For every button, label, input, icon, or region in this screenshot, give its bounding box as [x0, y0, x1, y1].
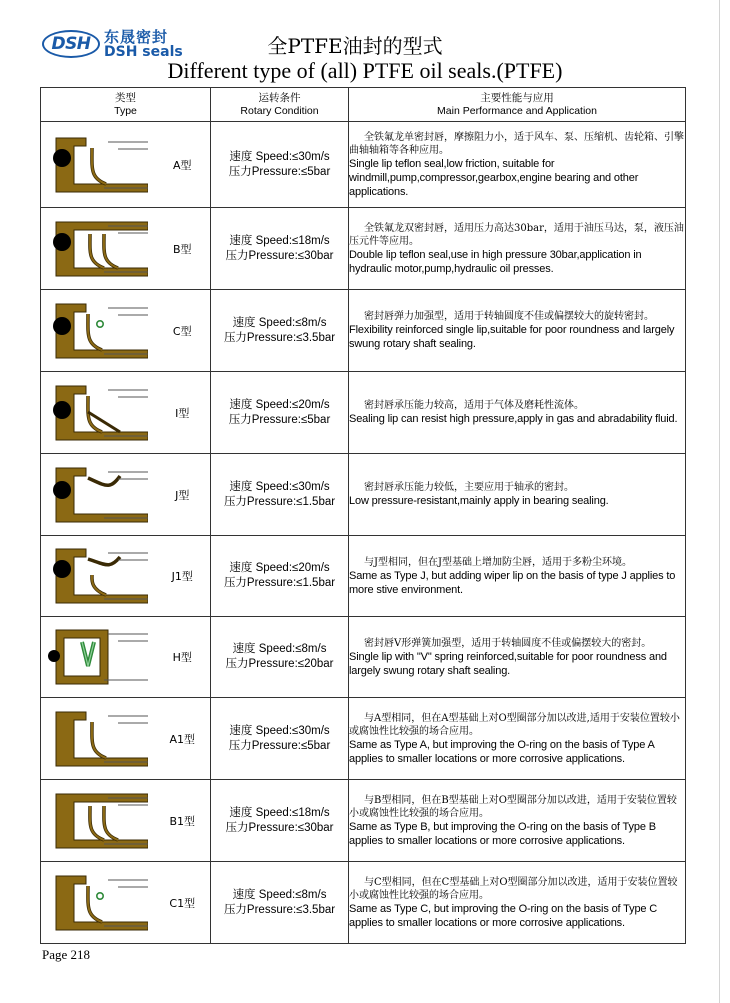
seal-type: B1型	[155, 780, 211, 862]
speed-limit: 速度 Speed:≤18m/s	[229, 806, 330, 819]
pressure-limit: 压力Pressure:≤5bar	[228, 165, 331, 178]
seal-type: A型	[155, 122, 211, 208]
header-performance	[349, 88, 686, 122]
table-row	[41, 122, 686, 208]
rotary-condition	[211, 122, 349, 208]
header-type-en: Type	[114, 104, 137, 117]
table-row	[41, 698, 686, 780]
seal-type: J1型	[155, 536, 211, 617]
seal-c1-icon	[48, 866, 148, 940]
seal-c-icon	[48, 294, 148, 368]
table-header	[41, 88, 686, 122]
rotary-condition	[211, 372, 349, 454]
table-row	[41, 862, 686, 944]
speed-limit: 速度 Speed:≤30m/s	[229, 150, 330, 163]
seal-drawing-cell	[41, 372, 155, 454]
table-row	[41, 372, 686, 454]
pressure-limit: 压力Pressure:≤3.5bar	[223, 903, 336, 916]
description-cn: 与A型相同，但在A型基础上对O型圈部分加以改进,适用于安装位置较小或腐蚀性比较强的场合应用。	[349, 712, 680, 737]
description-en: Single lip with "V" spring reinforced,suitable for poor roundness and largely swung rotary shaft sealing.	[349, 650, 667, 677]
rotary-condition	[211, 698, 349, 780]
speed-limit: 速度 Speed:≤30m/s	[229, 724, 330, 737]
description-en: Same as Type C, but improving the O-ring on the basis of Type C applies to smaller locations or more corrosive applications.	[349, 902, 658, 929]
table-row	[41, 617, 686, 698]
description-cn: 密封唇弹力加强型，适用于转轴圆度不佳或偏摆较大的旋转密封。	[364, 311, 655, 322]
rotary-condition	[211, 617, 349, 698]
header-cond-cn: 运转条件	[258, 91, 301, 104]
rotary-condition	[211, 780, 349, 862]
seal-type: A1型	[155, 698, 211, 780]
description-en: Same as Type J, but adding wiper lip on the basis of type J applies to more stive environment.	[349, 569, 676, 596]
seal-i-icon	[48, 376, 148, 450]
description-en: Same as Type B, but improving the O-ring on the basis of Type B applies to smaller locations or more corrosive applications.	[349, 820, 656, 847]
seal-type: J型	[155, 454, 211, 536]
seal-b-icon	[48, 212, 148, 286]
description-cn: 与C型相同，但在C型基础上对O型圈部分加以改进，适用于安装位置较小或腐蚀性比较强的场合应用。	[349, 876, 678, 901]
title-cn: 全PTFE油封的型式	[267, 34, 443, 58]
rotary-condition	[211, 208, 349, 290]
description-cn: 与J型相同，但在J型基础上增加防尘唇，适用于多粉尘环境。	[364, 556, 633, 568]
pressure-limit: 压力Pressure:≤30bar	[225, 821, 334, 834]
title-en: Different type of (all) PTFE oil seals.(PTFE)	[167, 58, 563, 83]
seal-drawing-cell	[41, 698, 155, 780]
description-cn: 密封唇V形弹簧加强型，适用于转轴圆度不佳或偏摆较大的密封。	[364, 637, 652, 649]
seal-j-icon	[48, 458, 148, 532]
seal-j1-icon	[48, 539, 148, 613]
seal-drawing-cell	[41, 208, 155, 290]
performance-application	[349, 454, 686, 536]
seal-drawing-cell	[41, 862, 155, 944]
pressure-limit: 压力Pressure:≤5bar	[228, 739, 331, 752]
description-cn: 全铁氟龙双密封唇，适用压力高达30bar，适用于油压马达，泵，液压油压元件等应用。	[349, 222, 684, 247]
description-en: Low pressure-resistant,mainly apply in bearing sealing.	[349, 495, 609, 507]
performance-application	[349, 536, 686, 617]
speed-limit: 速度 Speed:≤8m/s	[232, 316, 327, 329]
seal-a1-icon	[48, 702, 148, 776]
speed-limit: 速度 Speed:≤8m/s	[232, 643, 327, 655]
performance-application	[349, 290, 686, 372]
seal-drawing-cell	[41, 454, 155, 536]
seal-drawing-cell	[41, 617, 155, 698]
table-row	[41, 454, 686, 536]
description-cn: 密封唇承压能力较高，适用于气体及磨耗性流体。	[364, 400, 585, 411]
header-type	[41, 88, 211, 122]
description-en: Flexibility reinforced single lip,suitable for poor roundness and largely swung rotary shaft sealing.	[349, 324, 675, 350]
description-cn: 与B型相同，但在B型基础上对O型圈部分加以改进，适用于安装位置较小或腐蚀性比较强的场合应用。	[349, 794, 677, 819]
speed-limit: 速度 Speed:≤30m/s	[229, 480, 330, 493]
performance-application	[349, 862, 686, 944]
seal-b1-icon	[48, 784, 148, 858]
performance-application	[349, 617, 686, 698]
seal-a-icon	[48, 128, 148, 202]
description-cn: 全铁氟龙单密封唇，摩擦阻力小，适于风车、泵、压缩机、齿轮箱、引擎曲轴轴箱等各种应用。	[349, 131, 685, 156]
seal-type: I型	[155, 372, 211, 454]
header-condition	[211, 88, 349, 122]
seal-h-icon	[48, 620, 148, 694]
performance-application	[349, 122, 686, 208]
seal-type: C型	[155, 290, 211, 372]
header-perf-en: Main Performance and Application	[437, 104, 597, 117]
pressure-limit: 压力Pressure:≤3.5bar	[223, 331, 336, 344]
description-en: Sealing lip can resist high pressure,apply in gas and abradability fluid.	[349, 413, 678, 425]
seal-type: B型	[155, 208, 211, 290]
rotary-condition	[211, 536, 349, 617]
header-perf-cn: 主要性能与应用	[480, 91, 554, 104]
pressure-limit: 压力Pressure:≤1.5bar	[223, 577, 336, 589]
description-en: Single lip teflon seal,low friction, suitable for windmill,pump,compressor,gearbox,engine bearing and other applications.	[349, 157, 639, 198]
performance-application	[349, 208, 686, 290]
description-en: Double lip teflon seal,use in high pressure 30bar,application in hydraulic motor,pump,hydraulic oil presses.	[349, 248, 642, 275]
rotary-condition	[211, 290, 349, 372]
speed-limit: 速度 Speed:≤18m/s	[229, 234, 330, 247]
seal-drawing-cell	[41, 290, 155, 372]
speed-limit: 速度 Speed:≤8m/s	[232, 888, 327, 901]
logo-mark: DSH	[42, 30, 100, 58]
header-type-cn: 类型	[115, 91, 136, 104]
seal-drawing-cell	[41, 536, 155, 617]
rotary-condition	[211, 862, 349, 944]
page-edge-line	[719, 0, 720, 1003]
seal-drawing-cell	[41, 122, 155, 208]
description-cn: 密封唇承压能力较低，主要应用于轴承的密封。	[364, 482, 575, 493]
table-row	[41, 536, 686, 617]
logo-cn: 东晟密封	[104, 28, 169, 46]
performance-application	[349, 698, 686, 780]
performance-application	[349, 780, 686, 862]
table-row	[41, 780, 686, 862]
pressure-limit: 压力Pressure:≤20bar	[225, 658, 334, 670]
pressure-limit: 压力Pressure:≤5bar	[228, 413, 331, 426]
seal-types-table	[40, 87, 686, 944]
page-number: Page 218	[42, 947, 91, 962]
pressure-limit: 压力Pressure:≤30bar	[225, 249, 334, 262]
header-cond-en: Rotary Condition	[240, 104, 319, 117]
seal-type: H型	[155, 617, 211, 698]
seal-type: C1型	[155, 862, 211, 944]
seal-drawing-cell	[41, 780, 155, 862]
speed-limit: 速度 Speed:≤20m/s	[229, 398, 330, 411]
table-row	[41, 290, 686, 372]
description-en: Same as Type A, but improving the O-ring on the basis of Type A applies to smaller locations or more corrosive applications.	[349, 738, 655, 765]
performance-application	[349, 372, 686, 454]
speed-limit: 速度 Speed:≤20m/s	[229, 562, 330, 574]
rotary-condition	[211, 454, 349, 536]
table-row	[41, 208, 686, 290]
pressure-limit: 压力Pressure:≤1.5bar	[223, 495, 336, 508]
logo-en: DSH seals	[104, 44, 183, 60]
